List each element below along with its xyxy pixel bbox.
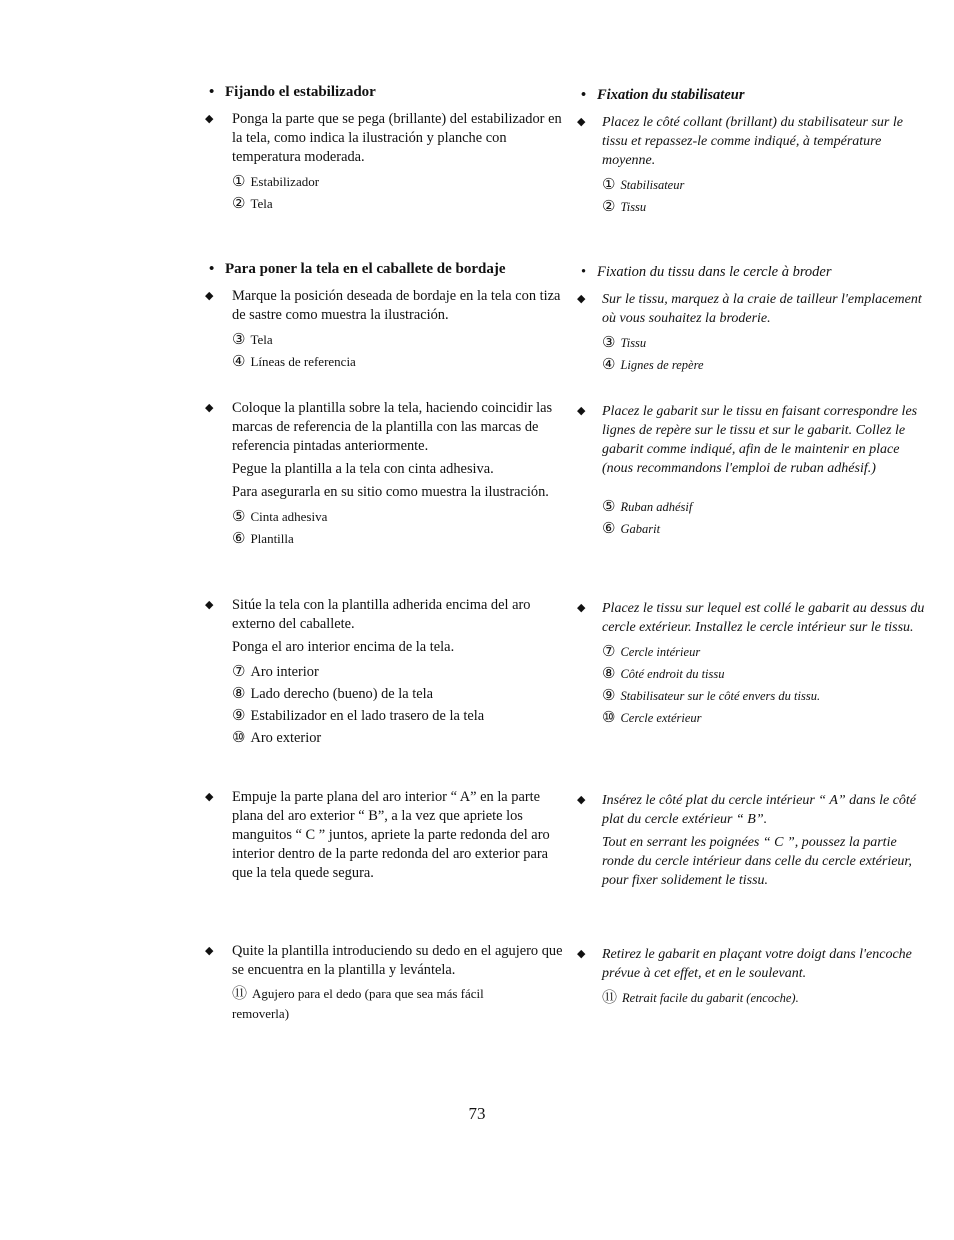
instruction-paragraph: ◆ Quite la plantilla introduciendo su dedo en el agujero que se encuentra en la plantilla y levántela. bbox=[205, 943, 563, 978]
legend-list bbox=[205, 171, 565, 215]
legend-item: ① Estabilizador bbox=[232, 174, 320, 190]
legend-list bbox=[577, 174, 927, 218]
instruction-paragraph: ◆ Placez le côté collant (brillant) du stabilisateur sur le tissu et repassez-le comme indiqué, à température moyenne. bbox=[577, 115, 903, 168]
bullet-icon: ◆ bbox=[205, 599, 214, 611]
instruction-continuation: Ponga el aro interior encima de la tela. bbox=[232, 639, 455, 655]
instruction-paragraph: ◆ Marque la posición deseada de bordaje en la tela con tiza de sastre como muestra la ilustración. bbox=[205, 288, 561, 323]
legend-item: ⑤ Cinta adhesiva bbox=[232, 509, 328, 525]
bullet-icon: ◆ bbox=[205, 791, 214, 803]
page-number: 73 bbox=[468, 1104, 486, 1123]
instruction-paragraph: ◆ Empuje la parte plana del aro interior “ A” en la parte plana del aro exterior “ B”, a la vez que apriete los manguitos “ C ” juntos, apriete la parte redonda del aro interior dentro de la parte redonda del aro exterior para que la tela quede segura. bbox=[205, 789, 550, 881]
fr-section-remove bbox=[577, 945, 927, 1009]
legend-list bbox=[577, 641, 927, 729]
legend-item: ④ Lignes de repère bbox=[602, 357, 704, 373]
es-section-push bbox=[205, 788, 565, 887]
instruction-paragraph: ◆ Placez le tissu sur lequel est collé le gabarit au dessus du cercle extérieur. Installez le cercle intérieur sur le tissu. bbox=[577, 601, 925, 635]
bullet-icon: ◆ bbox=[577, 293, 586, 305]
instruction-continuation: Para asegurarla en su sitio como muestra la ilustración. bbox=[232, 484, 549, 500]
es-section-stabilizer bbox=[205, 83, 565, 215]
legend-item: ⑪ Agujero para el dedo (para que sea más fácil removerla) bbox=[232, 986, 484, 1021]
bullet-icon: ◆ bbox=[577, 602, 586, 614]
es-section-remove bbox=[205, 942, 565, 1024]
instruction-paragraph: ◆ Coloque la plantilla sobre la tela, haciendo coincidir las marcas de referencia de la plantilla con las marcas de referencia pintadas anteriormente. bbox=[205, 400, 553, 454]
instruction-continuation: Pegue la plantilla a la tela con cinta adhesiva. bbox=[232, 461, 494, 477]
instruction-paragraph: ◆ Retirez le gabarit en plaçant votre doigt dans l'encoche prévue à cet effet, et en le soulevant. bbox=[577, 947, 912, 981]
section-heading: • Fixation du tissu dans le cercle à broder bbox=[581, 264, 832, 280]
legend-item: ⑧ Côté endroit du tissu bbox=[602, 666, 725, 682]
bullet-icon: ◆ bbox=[205, 945, 214, 957]
es-section-inner-ring bbox=[205, 596, 565, 749]
fr-section-stabilizer bbox=[577, 86, 927, 218]
legend-item: ⑪ Retrait facile du gabarit (encoche). bbox=[602, 990, 799, 1006]
instruction-paragraph: ◆ Sur le tissu, marquez à la craie de tailleur l'emplacement où vous souhaitez la broderie. bbox=[577, 292, 922, 326]
fr-section-inner-ring bbox=[577, 599, 927, 729]
instruction-paragraph: ◆ Sitúe la tela con la plantilla adherida encima del aro externo del caballete. bbox=[205, 597, 531, 632]
legend-item: ⑦ Aro interior bbox=[232, 664, 319, 680]
bullet-icon: ◆ bbox=[577, 794, 586, 806]
legend-list bbox=[205, 661, 565, 749]
instruction-paragraph: ◆ Ponga la parte que se pega (brillante) del estabilizador en la tela, como indica la ilustración y planche con temperatura moderada. bbox=[205, 111, 562, 165]
bullet-icon: ◆ bbox=[205, 402, 214, 414]
legend-list bbox=[577, 332, 927, 376]
bullet-icon: ◆ bbox=[205, 113, 214, 125]
legend-item: ③ Tissu bbox=[602, 335, 647, 351]
legend-item: ④ Líneas de referencia bbox=[232, 354, 356, 370]
instruction-paragraph: ◆ Placez le gabarit sur le tissu en faisant correspondre les lignes de repère sur le tissu et sur le gabarit. Collez le gabarit comme indiqué, afin de le maintenir en place (nous recommandons l'emploi de ruban adhésif.) bbox=[577, 404, 918, 476]
legend-list bbox=[577, 496, 927, 540]
section-heading: • Para poner la tela en el caballete de bordaje bbox=[209, 261, 506, 277]
legend-item: ① Stabilisateur bbox=[602, 177, 685, 193]
legend-item: ⑨ Stabilisateur sur le côté envers du tissu. bbox=[602, 688, 821, 704]
legend-item: ⑥ Gabarit bbox=[602, 521, 661, 537]
legend-item: ② Tissu bbox=[602, 199, 647, 215]
legend-item: ⑥ Plantilla bbox=[232, 531, 294, 547]
bullet-icon: ◆ bbox=[577, 405, 586, 417]
legend-item: ⑨ Estabilizador en el lado trasero de la tela bbox=[232, 708, 485, 724]
es-section-template bbox=[205, 399, 565, 550]
legend-list bbox=[205, 506, 565, 550]
section-heading: • Fixation du stabilisateur bbox=[581, 87, 745, 103]
section-heading: • Fijando el estabilizador bbox=[209, 84, 376, 100]
legend-list bbox=[205, 984, 565, 1024]
legend-item: ⑧ Lado derecho (bueno) de la tela bbox=[232, 686, 434, 702]
fr-section-push bbox=[577, 791, 927, 894]
instruction-continuation: Tout en serrant les poignées “ C ”, poussez la partie ronde du cercle intérieur dans celle du cercle extérieur, pour fixer solidement le tissu. bbox=[602, 835, 912, 888]
bullet-icon: ◆ bbox=[577, 116, 586, 128]
legend-item: ③ Tela bbox=[232, 332, 273, 348]
legend-item: ② Tela bbox=[232, 196, 273, 212]
legend-item: ⑦ Cercle intérieur bbox=[602, 644, 701, 660]
legend-item: ⑩ Aro exterior bbox=[232, 730, 322, 746]
instruction-paragraph: ◆ Insérez le côté plat du cercle intérieur “ A” dans le côté plat du cercle extérieur “ B”. bbox=[577, 793, 917, 827]
bullet-icon: ◆ bbox=[577, 948, 586, 960]
legend-item: ⑤ Ruban adhésif bbox=[602, 499, 693, 515]
fr-section-hoop bbox=[577, 263, 927, 376]
legend-list bbox=[577, 987, 927, 1009]
legend-list bbox=[205, 329, 565, 373]
bullet-icon: ◆ bbox=[205, 290, 214, 302]
fr-section-template bbox=[577, 402, 927, 540]
legend-item: ⑩ Cercle extérieur bbox=[602, 710, 702, 726]
es-section-hoop bbox=[205, 260, 565, 373]
